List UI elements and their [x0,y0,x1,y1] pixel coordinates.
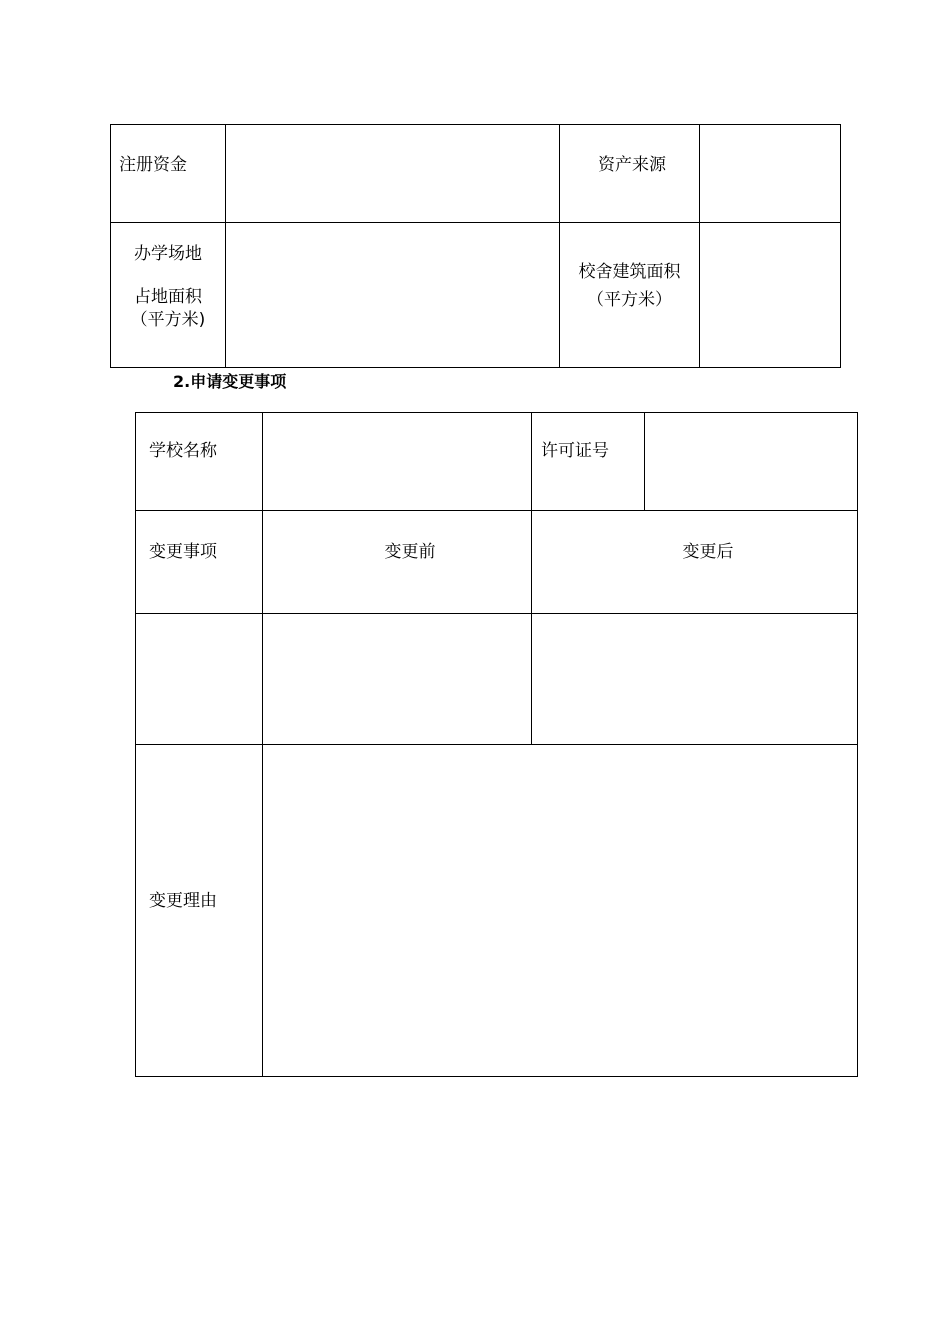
cell-registered-capital-value[interactable] [225,124,560,223]
cell-change-reason-value[interactable] [262,744,858,1077]
cell-before-change-value[interactable] [262,613,532,745]
cell-after-change-value[interactable] [531,613,858,745]
change-reason-label: 变更理由 [149,891,217,911]
cell-license-no-value[interactable] [644,412,858,511]
site-label-line1: 办学场地 [134,244,202,264]
cell-change-item-value[interactable] [135,613,263,745]
cell-asset-source-value[interactable] [699,124,841,223]
building-area-label: 校舍建筑面积 [578,262,681,282]
section-heading: 2.申请变更事项 [173,372,287,391]
school-name-label: 学校名称 [149,441,217,461]
cell-site-area-value[interactable] [225,222,560,368]
cell-school-name-value[interactable] [262,412,532,511]
site-label-line3: （平方米) [130,310,206,330]
site-label-line2: 占地面积 [134,287,202,307]
license-no-label: 许可证号 [541,441,609,461]
asset-source-label: 资产来源 [598,155,666,175]
building-area-unit: （平方米） [587,290,672,310]
before-change-label: 变更前 [384,542,436,562]
cell-building-area-value[interactable] [699,222,841,368]
registered-capital-label: 注册资金 [119,155,187,175]
change-item-label: 变更事项 [149,542,217,562]
after-change-label: 变更后 [682,542,734,562]
